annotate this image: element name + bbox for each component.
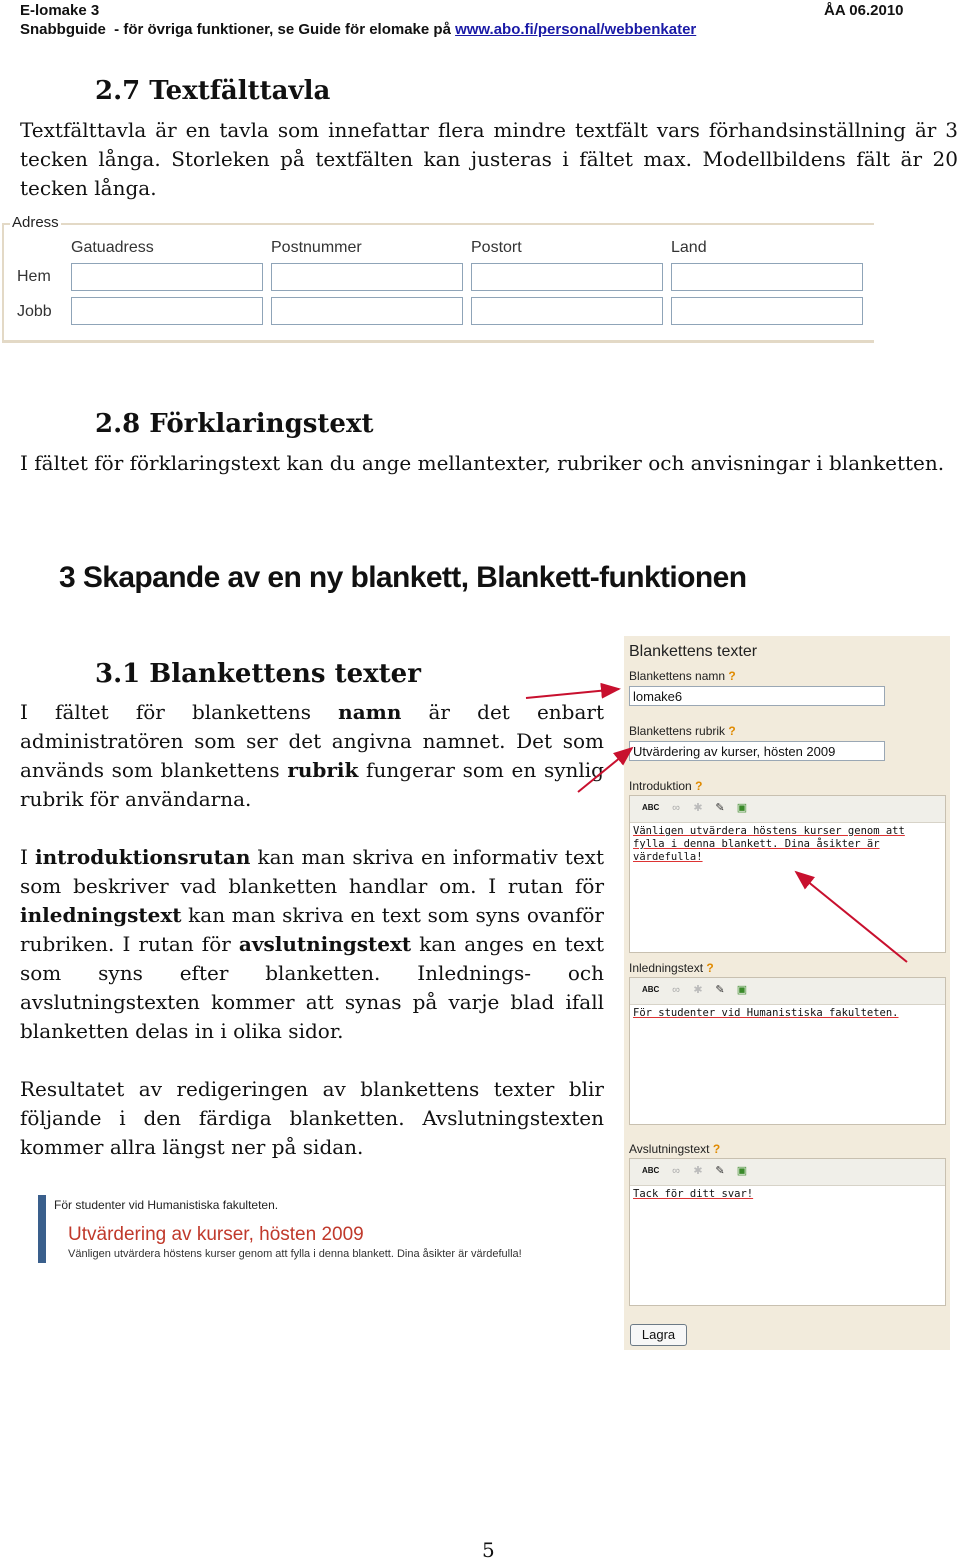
preview-title: Utvärdering av kurser, hösten 2009	[68, 1224, 364, 1245]
text: fungerar som en synlig rubrik för användarna.	[20, 758, 604, 811]
preview-accent-bar	[38, 1195, 46, 1263]
label-text: Inledningstext	[629, 961, 704, 975]
help-icon[interactable]: ?	[728, 669, 736, 683]
preview-desc: Vänligen utvärdera höstens kurser genom att fylla i denna blankett. Dina åsikter är värdefulla!	[68, 1248, 522, 1260]
doc-title: E-lomake 3	[20, 2, 100, 19]
col-land: Land	[671, 239, 707, 256]
label-text: Blankettens rubrik	[629, 724, 726, 738]
label-text: Avslutningstext	[629, 1142, 710, 1156]
heading-2-7: 2.7 Textfälttavla	[95, 76, 331, 106]
doc-date: ÅA 06.2010	[824, 2, 904, 19]
rubrik-input[interactable]: Utvärdering av kurser, hösten 2009	[629, 741, 885, 761]
guide-prefix: Snabbguide - för övriga funktioner, se Guide för elomake på	[20, 21, 456, 38]
page-number: 5	[482, 1538, 495, 1562]
help-icon[interactable]: ?	[695, 779, 703, 793]
para-2-8: I fältet för förklaringstext kan du ange mellantexter, rubriker och anvisningar i blanketten.	[20, 451, 945, 475]
arrow-to-intro	[796, 872, 907, 962]
term-inledningstext: inledningstext	[20, 903, 182, 927]
image-icon[interactable]: ▣	[736, 984, 748, 996]
text: I fältet för blankettens	[20, 700, 339, 724]
term-namn: namn	[338, 700, 402, 724]
col-postort: Postort	[471, 239, 522, 256]
col-gatuadress: Gatuadress	[71, 239, 154, 256]
image-icon[interactable]: ▣	[736, 1165, 748, 1177]
heading-2-8: 2.8 Förklaringstext	[95, 409, 374, 439]
text: I	[20, 845, 35, 869]
help-icon[interactable]: ?	[706, 961, 714, 975]
link-icon[interactable]: ∞	[672, 1165, 680, 1177]
panel-title: Blankettens texter	[629, 643, 758, 660]
col-postnummer: Postnummer	[271, 239, 362, 256]
clean-icon[interactable]: ✎	[715, 802, 725, 814]
unlink-icon[interactable]: ✱	[693, 984, 703, 996]
label-text: Introduktion	[629, 779, 692, 793]
text: kan anges en text som syns efter blanketten. Inlednings- och avslutningstexten kommer att synas på varje blad ifall blanketten delas in i olika sidor.	[20, 932, 604, 1043]
para-2-7: Textfälttavla är en tavla som innefattar flera mindre textfält vars förhandsinställning är 3 tecken långa. Storleken på textfälten kan justeras i fältet max. Modellbildens fält är 20 tecken långa.	[20, 118, 958, 200]
term-avslutningstext: avslutningstext	[238, 932, 412, 956]
term-introduktionsrutan: introduktionsrutan	[34, 845, 251, 869]
text: är det enbart administratören som ser det angivna namnet. Det som används som blankettens	[20, 700, 605, 782]
spellcheck-icon[interactable]: ABC	[642, 803, 660, 812]
row-jobb: Jobb	[17, 303, 52, 320]
adress-legend: Adress	[12, 214, 59, 231]
clean-icon[interactable]: ✎	[715, 1165, 725, 1177]
text: kan man skriva en text som syns ovanför rubriken. I rutan för	[20, 903, 604, 956]
inled-text-content: För studenter vid Humanistiska fakulteten.	[633, 1007, 899, 1019]
name-input[interactable]: lomake6	[629, 686, 885, 706]
image-icon[interactable]: ▣	[736, 802, 748, 814]
unlink-icon[interactable]: ✱	[693, 802, 703, 814]
avsl-text-content: Tack för ditt svar!	[633, 1188, 754, 1200]
arrow-to-name	[526, 689, 619, 698]
preview-intro: För studenter vid Humanistiska fakulteten.	[54, 1198, 279, 1212]
lagra-button[interactable]: Lagra	[630, 1324, 687, 1346]
label-text: Blankettens namn	[629, 669, 726, 683]
arrow-to-rubrik	[578, 748, 632, 792]
intro-text-content: Vänligen utvärdera höstens kurser genom att fylla i denna blankett. Dina åsikter är värdefulla!	[633, 825, 905, 863]
link-icon[interactable]: ∞	[672, 802, 680, 814]
para-3-1-c: Resultatet av redigeringen av blankettens texter blir följande i den färdiga blanketten. Avslutningstexten kommer allra längst ner på sidan.	[20, 1077, 604, 1159]
text: kan man skriva en informativ text som beskriver vad blanketten handlar om. I rutan för	[20, 845, 604, 898]
spellcheck-icon[interactable]: ABC	[642, 985, 660, 994]
help-icon[interactable]: ?	[712, 1142, 721, 1156]
help-icon[interactable]: ?	[728, 724, 736, 738]
term-rubrik: rubrik	[287, 758, 359, 782]
clean-icon[interactable]: ✎	[715, 984, 725, 996]
heading-3-1: 3.1 Blankettens texter	[95, 659, 421, 689]
guide-link[interactable]: www.abo.fi/personal/webbenkater	[455, 21, 697, 38]
spellcheck-icon[interactable]: ABC	[642, 1166, 660, 1175]
link-icon[interactable]: ∞	[672, 984, 680, 996]
heading-3: 3 Skapande av en ny blankett, Blankett-funktionen	[59, 561, 747, 594]
row-hem: Hem	[17, 268, 51, 285]
unlink-icon[interactable]: ✱	[693, 1165, 703, 1177]
